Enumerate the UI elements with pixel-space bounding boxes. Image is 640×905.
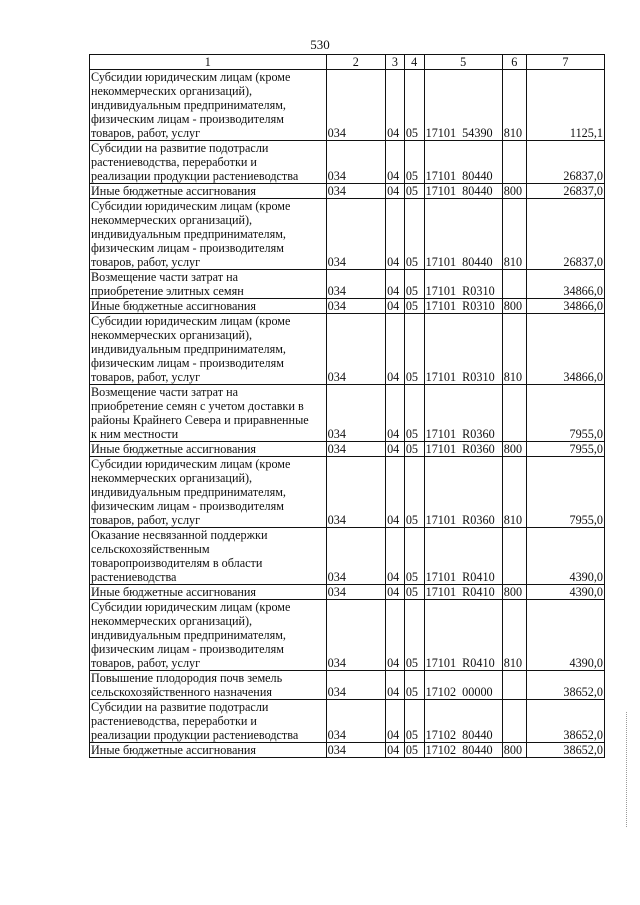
table-row: [90, 270, 605, 299]
amount-cell: 7955,0: [526, 457, 604, 528]
ministry-code-cell: 034: [326, 528, 385, 585]
subsection-code-cell: 05: [404, 600, 424, 671]
expense-type-cell: [502, 385, 526, 442]
ministry-code-cell: 034: [326, 442, 385, 457]
section-code-cell: 04: [386, 457, 405, 528]
expense-type-cell: 810: [502, 600, 526, 671]
ministry-code-cell: 034: [326, 314, 385, 385]
section-code-cell: 04: [386, 585, 405, 600]
target-article-cell: 17101 R0410: [424, 585, 502, 600]
table-row: [90, 70, 605, 141]
target-article-cell: 17101 R0360: [424, 457, 502, 528]
expense-type-cell: 800: [502, 743, 526, 758]
item-name-cell: Субсидии на развитие подотрасли растениеводства, переработки и реализации продукции растениеводства: [90, 141, 327, 184]
target-article-cell: 17101 R0410: [424, 600, 502, 671]
subsection-code-cell: 05: [404, 70, 424, 141]
target-article-cell: 17102 80440: [424, 743, 502, 758]
amount-cell: 1125,1: [526, 70, 604, 141]
target-article-cell: 17101 80440: [424, 141, 502, 184]
amount-cell: 7955,0: [526, 385, 604, 442]
ministry-code-cell: 034: [326, 141, 385, 184]
amount-cell: 4390,0: [526, 600, 604, 671]
amount-cell: 7955,0: [526, 442, 604, 457]
item-name-cell: Повышение плодородия почв земель сельскохозяйственного назначения: [90, 671, 327, 700]
item-name-cell: Субсидии юридическим лицам (кроме некоммерческих организаций), индивидуальным предпринимателям, физическим лицам - производителям товаров, работ, услуг: [90, 70, 327, 141]
section-code-cell: 04: [386, 600, 405, 671]
subsection-code-cell: 05: [404, 199, 424, 270]
item-name-cell: Иные бюджетные ассигнования: [90, 299, 327, 314]
ministry-code-cell: 034: [326, 743, 385, 758]
ministry-code-cell: 034: [326, 671, 385, 700]
section-code-cell: 04: [386, 141, 405, 184]
item-name-cell: Возмещение части затрат на приобретение элитных семян: [90, 270, 327, 299]
expense-type-cell: [502, 141, 526, 184]
table-row: [90, 299, 605, 314]
table-body: [90, 70, 605, 758]
section-code-cell: 04: [386, 700, 405, 743]
expense-type-cell: 810: [502, 199, 526, 270]
subsection-code-cell: 05: [404, 528, 424, 585]
target-article-cell: 17101 80440: [424, 184, 502, 199]
subsection-code-cell: 05: [404, 743, 424, 758]
section-code-cell: 04: [386, 743, 405, 758]
item-name-cell: Субсидии юридическим лицам (кроме некоммерческих организаций), индивидуальным предпринимателям, физическим лицам - производителям товаров, работ, услуг: [90, 314, 327, 385]
subsection-code-cell: 05: [404, 184, 424, 199]
ministry-code-cell: 034: [326, 700, 385, 743]
item-name-cell: Субсидии юридическим лицам (кроме некоммерческих организаций), индивидуальным предпринимателям, физическим лицам - производителям товаров, работ, услуг: [90, 199, 327, 270]
expense-type-cell: [502, 270, 526, 299]
ministry-code-cell: 034: [326, 600, 385, 671]
section-code-cell: 04: [386, 184, 405, 199]
expense-type-cell: [502, 671, 526, 700]
amount-cell: 4390,0: [526, 528, 604, 585]
target-article-cell: 17101 R0360: [424, 385, 502, 442]
budget-table: [89, 54, 605, 758]
subsection-code-cell: 05: [404, 442, 424, 457]
header-cell: 1: [90, 55, 327, 70]
amount-cell: 38652,0: [526, 700, 604, 743]
table-row: [90, 457, 605, 528]
table-row: [90, 528, 605, 585]
section-code-cell: 04: [386, 385, 405, 442]
header-cell: 7: [526, 55, 604, 70]
amount-cell: 26837,0: [526, 184, 604, 199]
header-cell: 3: [386, 55, 405, 70]
section-code-cell: 04: [386, 442, 405, 457]
ministry-code-cell: 034: [326, 585, 385, 600]
subsection-code-cell: 05: [404, 314, 424, 385]
item-name-cell: Возмещение части затрат на приобретение семян с учетом доставки в районы Крайнего Севера и приравненные к ним местности: [90, 385, 327, 442]
expense-type-cell: 800: [502, 184, 526, 199]
target-article-cell: 17101 R0360: [424, 442, 502, 457]
ministry-code-cell: 034: [326, 70, 385, 141]
section-code-cell: 04: [386, 299, 405, 314]
table-header-row: [90, 55, 605, 70]
target-article-cell: 17102 80440: [424, 700, 502, 743]
target-article-cell: 17101 54390: [424, 70, 502, 141]
ministry-code-cell: 034: [326, 199, 385, 270]
item-name-cell: Оказание несвязанной поддержки сельскохозяйственным товаропроизводителям в области растениеводства: [90, 528, 327, 585]
item-name-cell: Иные бюджетные ассигнования: [90, 585, 327, 600]
subsection-code-cell: 05: [404, 700, 424, 743]
ministry-code-cell: 034: [326, 184, 385, 199]
amount-cell: 38652,0: [526, 671, 604, 700]
item-name-cell: Субсидии юридическим лицам (кроме некоммерческих организаций), индивидуальным предпринимателям, физическим лицам - производителям товаров, работ, услуг: [90, 457, 327, 528]
item-name-cell: Иные бюджетные ассигнования: [90, 184, 327, 199]
expense-type-cell: [502, 528, 526, 585]
subsection-code-cell: 05: [404, 299, 424, 314]
table-row: [90, 671, 605, 700]
section-code-cell: 04: [386, 528, 405, 585]
expense-type-cell: [502, 700, 526, 743]
expense-type-cell: 810: [502, 314, 526, 385]
header-cell: 2: [326, 55, 385, 70]
section-code-cell: 04: [386, 314, 405, 385]
section-code-cell: 04: [386, 270, 405, 299]
amount-cell: 38652,0: [526, 743, 604, 758]
ministry-code-cell: 034: [326, 385, 385, 442]
amount-cell: 34866,0: [526, 314, 604, 385]
subsection-code-cell: 05: [404, 385, 424, 442]
table-row: [90, 314, 605, 385]
table-row: [90, 700, 605, 743]
amount-cell: 26837,0: [526, 199, 604, 270]
header-cell: 6: [502, 55, 526, 70]
item-name-cell: Иные бюджетные ассигнования: [90, 743, 327, 758]
target-article-cell: 17102 00000: [424, 671, 502, 700]
ministry-code-cell: 034: [326, 270, 385, 299]
expense-type-cell: 800: [502, 299, 526, 314]
ministry-code-cell: 034: [326, 457, 385, 528]
target-article-cell: 17101 80440: [424, 199, 502, 270]
expense-type-cell: 800: [502, 585, 526, 600]
table-row: [90, 743, 605, 758]
header-cell: 4: [404, 55, 424, 70]
subsection-code-cell: 05: [404, 585, 424, 600]
amount-cell: 34866,0: [526, 299, 604, 314]
section-code-cell: 04: [386, 70, 405, 141]
expense-type-cell: 800: [502, 442, 526, 457]
target-article-cell: 17101 R0310: [424, 299, 502, 314]
table-row: [90, 199, 605, 270]
expense-type-cell: 810: [502, 70, 526, 141]
item-name-cell: Субсидии юридическим лицам (кроме некоммерческих организаций), индивидуальным предпринимателям, физическим лицам - производителям товаров, работ, услуг: [90, 600, 327, 671]
subsection-code-cell: 05: [404, 270, 424, 299]
amount-cell: 26837,0: [526, 141, 604, 184]
target-article-cell: 17101 R0410: [424, 528, 502, 585]
item-name-cell: Иные бюджетные ассигнования: [90, 442, 327, 457]
table-row: [90, 585, 605, 600]
table-row: [90, 385, 605, 442]
amount-cell: 34866,0: [526, 270, 604, 299]
scan-margin-mark: [626, 712, 628, 827]
page-number: 530: [310, 37, 330, 52]
subsection-code-cell: 05: [404, 141, 424, 184]
header-cell: 5: [424, 55, 502, 70]
item-name-cell: Субсидии на развитие подотрасли растениеводства, переработки и реализации продукции растениеводства: [90, 700, 327, 743]
section-code-cell: 04: [386, 199, 405, 270]
expense-type-cell: 810: [502, 457, 526, 528]
table-row: [90, 442, 605, 457]
table-row: [90, 184, 605, 199]
ministry-code-cell: 034: [326, 299, 385, 314]
subsection-code-cell: 05: [404, 671, 424, 700]
amount-cell: 4390,0: [526, 585, 604, 600]
target-article-cell: 17101 R0310: [424, 270, 502, 299]
section-code-cell: 04: [386, 671, 405, 700]
table-row: [90, 600, 605, 671]
table-row: [90, 141, 605, 184]
target-article-cell: 17101 R0310: [424, 314, 502, 385]
subsection-code-cell: 05: [404, 457, 424, 528]
